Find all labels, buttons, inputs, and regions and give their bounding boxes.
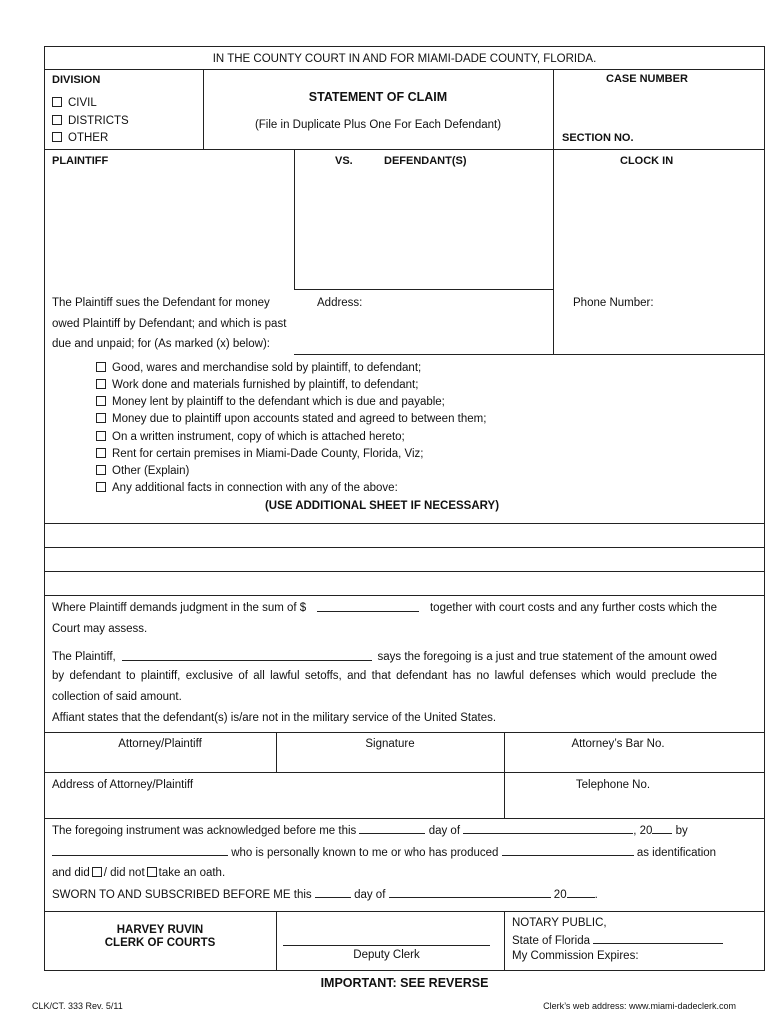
sworn-line: SWORN TO AND SUBSCRIBED BEFORE ME this day of 20 . <box>52 889 598 901</box>
acknowledgement-line: and did / did not take an oath. <box>52 867 226 879</box>
clerk-name: HARVEY RUVIN <box>116 924 204 936</box>
divider <box>44 818 765 819</box>
claim-item[interactable]: Rent for certain premises in Miami-Dade County, Florida, Viz; <box>96 448 423 460</box>
did-not-checkbox[interactable] <box>147 867 157 877</box>
divider <box>553 69 554 149</box>
state-blank[interactable] <box>593 934 723 944</box>
claim-item[interactable]: Other (Explain) <box>96 465 189 477</box>
section-number-label: SECTION NO. <box>562 132 634 144</box>
plaintiff-name-blank[interactable] <box>122 651 372 661</box>
divider <box>44 69 765 70</box>
divider <box>294 354 765 355</box>
defendant-label: DEFENDANT(S) <box>384 155 467 167</box>
checkbox[interactable] <box>96 465 106 475</box>
attorney-address-label: Address of Attorney/Plaintiff <box>52 779 194 791</box>
additional-sheet-note: (USE ADDITIONAL SHEET IF NECESSARY) <box>264 500 500 512</box>
form-title: STATEMENT OF CLAIM <box>308 90 448 104</box>
acknowledgement-line: The foregoing instrument was acknowledged before me this day of , 20 by <box>52 825 688 837</box>
telephone-label: Telephone No. <box>575 779 651 791</box>
checkbox[interactable] <box>96 448 106 458</box>
divider <box>44 523 765 524</box>
checkbox[interactable] <box>52 115 62 125</box>
name-blank[interactable] <box>52 846 228 856</box>
division-label: DIVISION <box>52 74 101 86</box>
claim-item[interactable]: Good, wares and merchandise sold by plaintiff, to defendant; <box>96 362 421 374</box>
divider <box>44 571 765 572</box>
judgment-line: Court may assess. <box>52 623 148 635</box>
did-checkbox[interactable] <box>92 867 102 877</box>
deputy-clerk-signature-line[interactable] <box>283 945 490 946</box>
sues-text-line: The Plaintiff sues the Defendant for money <box>52 297 270 309</box>
commission-expires-label: My Commission Expires: <box>512 950 639 962</box>
divider <box>44 149 765 150</box>
web-address: Clerk’s web address: www.miami-dadeclerk.com <box>543 1001 736 1011</box>
checkbox[interactable] <box>96 396 106 406</box>
divider <box>504 911 505 971</box>
attorney-plaintiff-label: Attorney/Plaintiff <box>118 738 202 750</box>
day-blank[interactable] <box>359 824 425 834</box>
signature-label: Signature <box>365 738 415 750</box>
sues-text-line: due and unpaid; for (As marked (x) below): <box>52 338 270 350</box>
clock-in-label: CLOCK IN <box>620 155 674 167</box>
division-option-other[interactable]: OTHER <box>52 132 108 144</box>
checkbox[interactable] <box>96 431 106 441</box>
checkbox[interactable] <box>96 482 106 492</box>
claim-item[interactable]: Any additional facts in connection with any of the above: <box>96 482 398 494</box>
form-subtitle: (File in Duplicate Plus One For Each Defendant) <box>254 119 502 131</box>
divider <box>504 732 505 818</box>
notary-public-label: NOTARY PUBLIC, <box>512 917 607 929</box>
judgment-line: by defendant to plaintiff, exclusive of all lawful setoffs, and that defendant has no lawful defenses which would preclude the <box>52 670 717 682</box>
acknowledgement-line: who is personally known to me or who has produced as identification <box>52 846 716 859</box>
divider <box>294 149 295 289</box>
divider <box>44 547 765 548</box>
judgment-line: Where Plaintiff demands judgment in the sum of $ together with court costs and any further costs which the <box>52 602 717 614</box>
divider <box>44 772 765 773</box>
checkbox[interactable] <box>96 362 106 372</box>
year-blank[interactable] <box>652 824 672 834</box>
claim-item[interactable]: Work done and materials furnished by plaintiff, to defendant; <box>96 379 418 391</box>
case-number-label: CASE NUMBER <box>606 73 688 85</box>
divider <box>553 149 554 354</box>
checkbox[interactable] <box>52 132 62 142</box>
judgment-line: collection of said amount. <box>52 691 182 703</box>
identification-blank[interactable] <box>502 846 634 856</box>
affiant-statement: Affiant states that the defendant(s) is/are not in the military service of the United States. <box>52 712 497 724</box>
divider <box>276 732 277 772</box>
sues-text-line: owed Plaintiff by Defendant; and which is past <box>52 318 287 330</box>
checkbox[interactable] <box>52 97 62 107</box>
clerk-title: CLERK OF COURTS <box>104 937 216 949</box>
address-label: Address: <box>317 297 363 309</box>
claim-item[interactable]: Money due to plaintiff upon accounts stated and agreed to between them; <box>96 413 486 425</box>
important-notice: IMPORTANT: SEE REVERSE <box>320 976 489 990</box>
division-option-districts[interactable]: DISTRICTS <box>52 115 129 127</box>
deputy-clerk-label: Deputy Clerk <box>353 949 420 961</box>
month-blank[interactable] <box>463 824 633 834</box>
sworn-day-blank[interactable] <box>315 888 351 898</box>
sworn-year-blank[interactable] <box>567 888 595 898</box>
state-of-florida-line: State of Florida <box>512 934 723 947</box>
checkbox[interactable] <box>96 379 106 389</box>
vs-label: VS. <box>335 155 353 167</box>
divider <box>44 595 765 596</box>
divider <box>203 69 204 149</box>
phone-number-label: Phone Number: <box>573 297 654 309</box>
division-option-civil[interactable]: CIVIL <box>52 97 97 109</box>
plaintiff-label: PLAINTIFF <box>52 155 109 167</box>
divider <box>294 289 553 290</box>
checkbox[interactable] <box>96 413 106 423</box>
amount-blank[interactable] <box>317 602 419 612</box>
court-heading: IN THE COUNTY COURT IN AND FOR MIAMI-DADE COUNTY, FLORIDA. <box>212 53 597 65</box>
divider <box>276 911 277 971</box>
form-code: CLK/CT. 333 Rev. 5/11 <box>32 1001 123 1011</box>
divider <box>44 732 765 733</box>
divider <box>44 911 765 912</box>
claim-item[interactable]: On a written instrument, copy of which is attached hereto; <box>96 431 405 443</box>
claim-item[interactable]: Money lent by plaintiff to the defendant which is due and payable; <box>96 396 445 408</box>
judgment-line: The Plaintiff, says the foregoing is a just and true statement of the amount owed <box>52 651 717 663</box>
bar-number-label: Attorney’s Bar No. <box>571 738 665 750</box>
sworn-month-blank[interactable] <box>389 888 551 898</box>
